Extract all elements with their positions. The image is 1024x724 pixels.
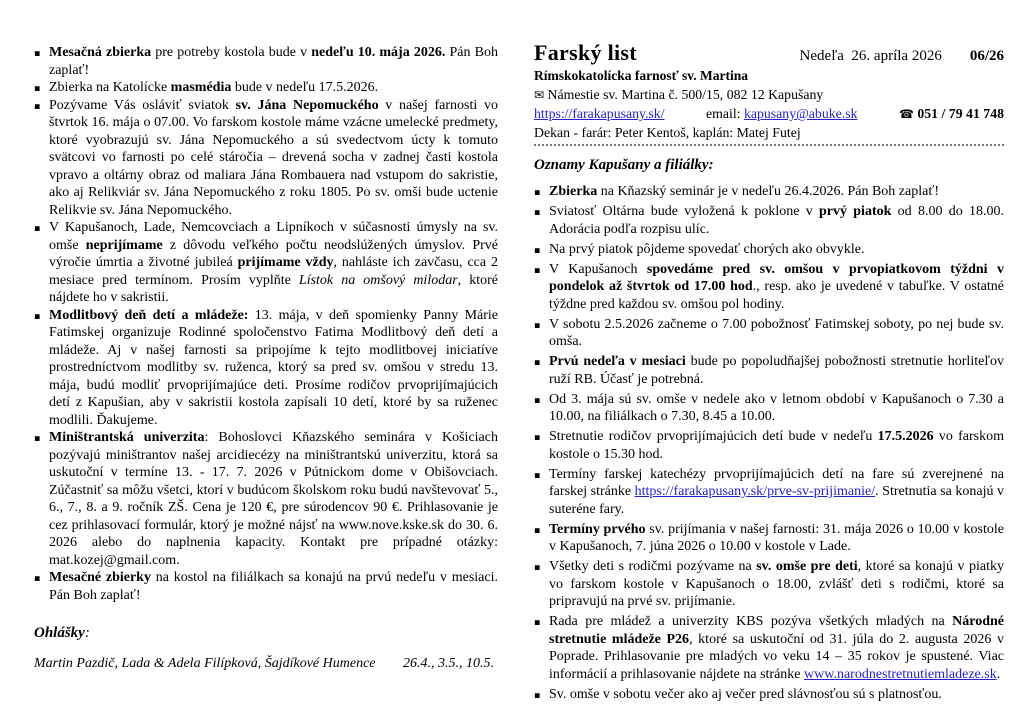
bullet-square-icon: ▪ xyxy=(534,187,541,198)
text-run: , ktoré sa konajú v piatky vo farskom kostole v Kapušanoch o 18.00, zvlášť deti s rodičmi, ktoré sa pripravujú na prvé sv. prijímanie. xyxy=(549,559,1004,609)
right-announcements-list xyxy=(534,183,1004,703)
text-run: Modlitbový deň detí a mládeže: xyxy=(49,307,249,323)
bullet-item xyxy=(34,219,498,307)
text-run: . Stretnutia sa konajú v suteréne fary. xyxy=(549,484,1004,517)
text-run: spovedáme pred sv. omšou v prvopiatkovom týždni v pondelok až štvrtok od 17.00 hod xyxy=(549,261,1004,294)
text-run: . xyxy=(996,666,1001,682)
text-run: Termíny prvého xyxy=(549,521,646,537)
text-run: Pozývame Vás osláviť sviatok xyxy=(49,97,236,113)
text-run: Sv. omše v sobotu večer ako aj večer pred slávnosťou sú s platnosťou. xyxy=(549,686,942,702)
bullet-item xyxy=(534,558,1004,611)
bullet-square-icon: ▪ xyxy=(534,207,541,218)
text-run: Stretnutie rodičov prvoprijímajúcich detí bude v nedeľu xyxy=(549,429,878,444)
section-heading: Oznamy Kapušany a filiálky: xyxy=(534,157,714,173)
bullet-square-icon: ▪ xyxy=(534,357,541,368)
bullet-square-icon: ▪ xyxy=(34,100,41,112)
bullet-square-icon: ▪ xyxy=(34,433,41,444)
text-run: Rada pre mládež a univerzity KBS pozýva všetkých mladých na xyxy=(549,614,953,629)
address-row xyxy=(534,86,1004,104)
email-link[interactable]: kapusany@abuke.sk xyxy=(743,106,858,121)
inline-link[interactable]: https://farakapusany.sk/prve-sv-prijimanie/ xyxy=(634,484,876,499)
text-run: neprijímame xyxy=(85,237,163,253)
issue-number: 06/26 xyxy=(969,48,1004,64)
bullet-square-icon: ▪ xyxy=(534,319,541,331)
envelope-icon: ✉ xyxy=(534,88,545,102)
bullet-item xyxy=(34,97,498,220)
email-label: email: xyxy=(706,106,741,121)
text-run: od 8.00 do 18.00. Adorácia podľa rozpisu ulíc. xyxy=(549,204,1004,237)
newsletter-title: Farský list xyxy=(534,40,637,65)
right-column xyxy=(534,40,1004,703)
text-run: Na prvý piatok pôjdeme spovedať chorých ako obvykle. xyxy=(549,241,865,257)
ohlasky-names: Martin Pazdič, Lada & Adela Filípková, Šajdíkové Humence xyxy=(34,656,376,671)
text-run: ., resp. ako je uvedené v tabuľke. V ostatné týždne pred každou sv. omšou pol hodiny. xyxy=(549,279,1004,312)
text-run: nedeľu 10. mája 2026. xyxy=(311,45,446,60)
phone-number: 051 / 79 41 748 xyxy=(913,106,1004,121)
text-run: z dôvodu veľkého počtu neodslúžených úmyslov. Prvé výročie úmrtia a životné jubileá xyxy=(49,237,499,270)
text-run: , ktoré nájdete ho v sakristii. xyxy=(49,272,499,305)
text-run: Národné stretnutie mládeže P26 xyxy=(549,614,1004,647)
phone-icon: ☎ xyxy=(898,107,914,121)
text-run: , nahláste ich zavčasu, cca 2 mesiace pred termínom. Prosím vyplňte xyxy=(49,255,499,288)
text-run: Lístok na omšový milodar xyxy=(298,272,458,288)
bullet-item xyxy=(534,241,1004,259)
text-run: masmédia xyxy=(170,80,232,95)
text-run: vo farskom kostole o 15.30 hod. xyxy=(549,429,1004,462)
text-run: Zbierka na Katolícke xyxy=(49,80,171,95)
text-run: Termíny farskej katechézy prvoprijímajúcich detí na fare sú zverejnené na farskej stránke xyxy=(549,466,1004,499)
contact-row xyxy=(534,105,1004,123)
text-run: Všetky deti s rodičmi pozývame na xyxy=(549,559,757,574)
text-run: sv. Jána Nepomuckého xyxy=(235,97,379,113)
text-run: na kostol na filiálkach sa konajú na prvú nedeľu v mesiaci. Pán Boh zaplať! xyxy=(49,570,498,603)
bullet-item xyxy=(534,261,1004,314)
text-run: Pán Boh zaplať! xyxy=(49,45,498,78)
bullet-square-icon: ▪ xyxy=(534,394,541,406)
dotted-separator xyxy=(534,144,1004,146)
bullet-item xyxy=(34,44,498,79)
parish-name: Rímskokatolícka farnosť sv. Martina xyxy=(534,68,749,83)
bullet-square-icon: ▪ xyxy=(534,244,541,256)
bullet-square-icon: ▪ xyxy=(534,617,541,628)
bullet-item xyxy=(534,521,1004,556)
text-run: Zbierka xyxy=(549,184,598,199)
text-run: 17.5.2026 xyxy=(877,429,934,444)
bullet-item xyxy=(534,316,1004,351)
text-run: Miništrantská univerzita xyxy=(49,430,205,445)
text-run: Mesačná zbierka xyxy=(49,45,152,60)
phone-wrap xyxy=(899,105,1004,123)
bullet-square-icon: ▪ xyxy=(34,310,41,322)
bullet-square-icon: ▪ xyxy=(534,689,541,701)
text-run: sv. prijímania v našej farnosti: 31. mája 2026 o 10.00 v kostole v Kapušanoch, 7. júna 2026 o 10.00 v kostole v Lade. xyxy=(549,521,1004,554)
parish-address: Námestie sv. Martina č. 500/15, 082 12 Kapušany xyxy=(544,87,824,102)
bullet-item xyxy=(534,613,1004,683)
left-column xyxy=(34,40,498,703)
text-run: : Bohoslovci Kňazského seminára v Košiciach pozývajú miništrantov našej arcidiecézy na miništrantskú univerzitu, ktorá sa uskutoční v termíne 13. - 17. 7. 2026 v Pútnickom dome v Obišovciach. Zúčastniť sa môžu všetci, ktorí v budúcom školskom roku budú navštevovať 5., 6., 7., 8. a 9. ročník ZŠ. Cena je 120 €, pre súrodencov 90 €. Prihlasovanie je cez prihlasovací formulár, ktorý je možné nájsť na www.nove.kske.sk do 30. 6. 2026 alebo do naplnenia kapacity. Kontakt pre prípadné otázky: mat.kozej@gmail.com. xyxy=(49,430,498,568)
bullet-square-icon: ▪ xyxy=(34,573,41,584)
text-run: bude v nedeľu 17.5.2026. xyxy=(231,80,379,95)
text-run: Ohlášky xyxy=(34,625,85,641)
text-run: v našej farnosti vo štvrtok 16. mája o 07.00. Vo farskom kostole máme vzácne umelecké predmety, ktoré vyobrazujú sv. Jána Nepomuckého a sú svedectvom úcty k tomuto svätcovi vo farnosti po celé stáročia – drevená socha v zadnej časti kostola vpravo a oltárny obraz od maliara Jána Rombauera nad vstupom do sakristie, ako aj Relikviár sv. Jána Nepomuckého z roku 1805. Po sv. omši bude uctenie Relikvie sv. Jána Nepomuckého. xyxy=(49,97,499,218)
website-link[interactable]: https://farakapusany.sk/ xyxy=(534,106,665,121)
bullet-item xyxy=(34,429,498,569)
inline-link[interactable]: www.narodnestretnutiemladeze.sk xyxy=(804,666,997,682)
text-run: Od 3. mája sú sv. omše v nedele ako v letnom období v Kapušanoch o 7.30 a 10.00, na filiálkach o 7.30, 8.45 a 10.00. xyxy=(549,391,1004,424)
ohlasky-entry xyxy=(34,655,498,673)
bullet-square-icon: ▪ xyxy=(534,432,541,443)
text-run: prijímame vždy xyxy=(237,255,334,270)
text-run: V sobotu 2.5.2026 začneme o 7.00 pobožnosť Fatimskej soboty, po nej bude sv. omša. xyxy=(549,316,1004,349)
bullet-square-icon: ▪ xyxy=(534,469,541,481)
bullet-item xyxy=(534,466,1004,519)
text-run: : xyxy=(84,625,90,641)
masthead xyxy=(534,40,1004,146)
text-run: , ktoré sa uskutoční od 31. júla do 2. augusta 2026 v Poprade. Prihlasovanie pre mladých vo veku 14 – 35 rokov je spustené. Viac informácií a prihlasovanie nájdete na stránke xyxy=(549,631,1004,682)
text-run: Sviatosť Oltárna bude vyložená k poklone v xyxy=(549,204,819,219)
text-run: pre potreby kostola bude v xyxy=(151,45,312,60)
bullet-square-icon: ▪ xyxy=(534,524,541,536)
ohlasky-dates: 26.4., 3.5., 10.5. xyxy=(403,656,494,671)
bullet-item xyxy=(534,183,1004,201)
text-run: bude po popoludňajšej pobožnosti stretnutie horliteľov ruží RB. Účasť je potrebná. xyxy=(549,354,1004,387)
ohlasky-heading xyxy=(34,624,498,642)
issue-date: Nedeľa 26. apríla 2026 xyxy=(799,48,942,64)
clergy-line: Dekan - farár: Peter Kentoš, kaplán: Matej Futej xyxy=(534,125,801,140)
bullet-item xyxy=(34,307,498,430)
bullet-square-icon: ▪ xyxy=(534,562,541,573)
bullet-item xyxy=(534,203,1004,238)
text-run: prvý piatok xyxy=(818,204,892,219)
email-wrap xyxy=(706,105,857,123)
bullet-item xyxy=(34,569,498,604)
text-run: 13. mája, v deň spomienky Panny Márie Fatimskej organizuje Rodinné spoločenstvo Fatima Modlitbový deň detí a mládeže. Aj v našej farnosti sa pripojíme k tejto modlitbovej iniciatíve prostredníctvom modlitby sv. ruženca, ktorý sa pred sv. omšou v stredu 13. mája, budú modliť prvoprijímajúce deti. Prosíme rodičov prvoprijímajúcich detí z Kapušian, aby v sakristii kostola zapísali 10 detí, ktoré by sa ruženec modlili. Ďakujeme. xyxy=(49,307,498,428)
bullet-square-icon: ▪ xyxy=(534,264,541,276)
bullet-square-icon: ▪ xyxy=(34,48,41,59)
bullet-item xyxy=(534,353,1004,388)
text-run: V Kapušanoch xyxy=(549,261,647,277)
bullet-square-icon: ▪ xyxy=(34,83,41,94)
text-run: Mesačné zbierky xyxy=(49,570,151,585)
bullet-item xyxy=(534,391,1004,426)
text-run: sv. omše pre deti xyxy=(756,559,858,574)
text-run: Prvú nedeľa v mesiaci xyxy=(549,354,686,369)
bullet-item xyxy=(34,79,498,97)
text-run: na Kňazský seminár je v nedeľu 26.4.2026. Pán Boh zaplať! xyxy=(597,184,939,199)
bullet-item xyxy=(534,428,1004,463)
bullet-square-icon: ▪ xyxy=(34,223,41,234)
text-run: V Kapušanoch, Lade, Nemcovciach a Lipníkoch v súčasnosti úmysly na sv. omše xyxy=(49,220,498,253)
left-announcements-list xyxy=(34,44,498,604)
bullet-item xyxy=(534,686,1004,704)
masthead-title-row xyxy=(534,40,1004,66)
